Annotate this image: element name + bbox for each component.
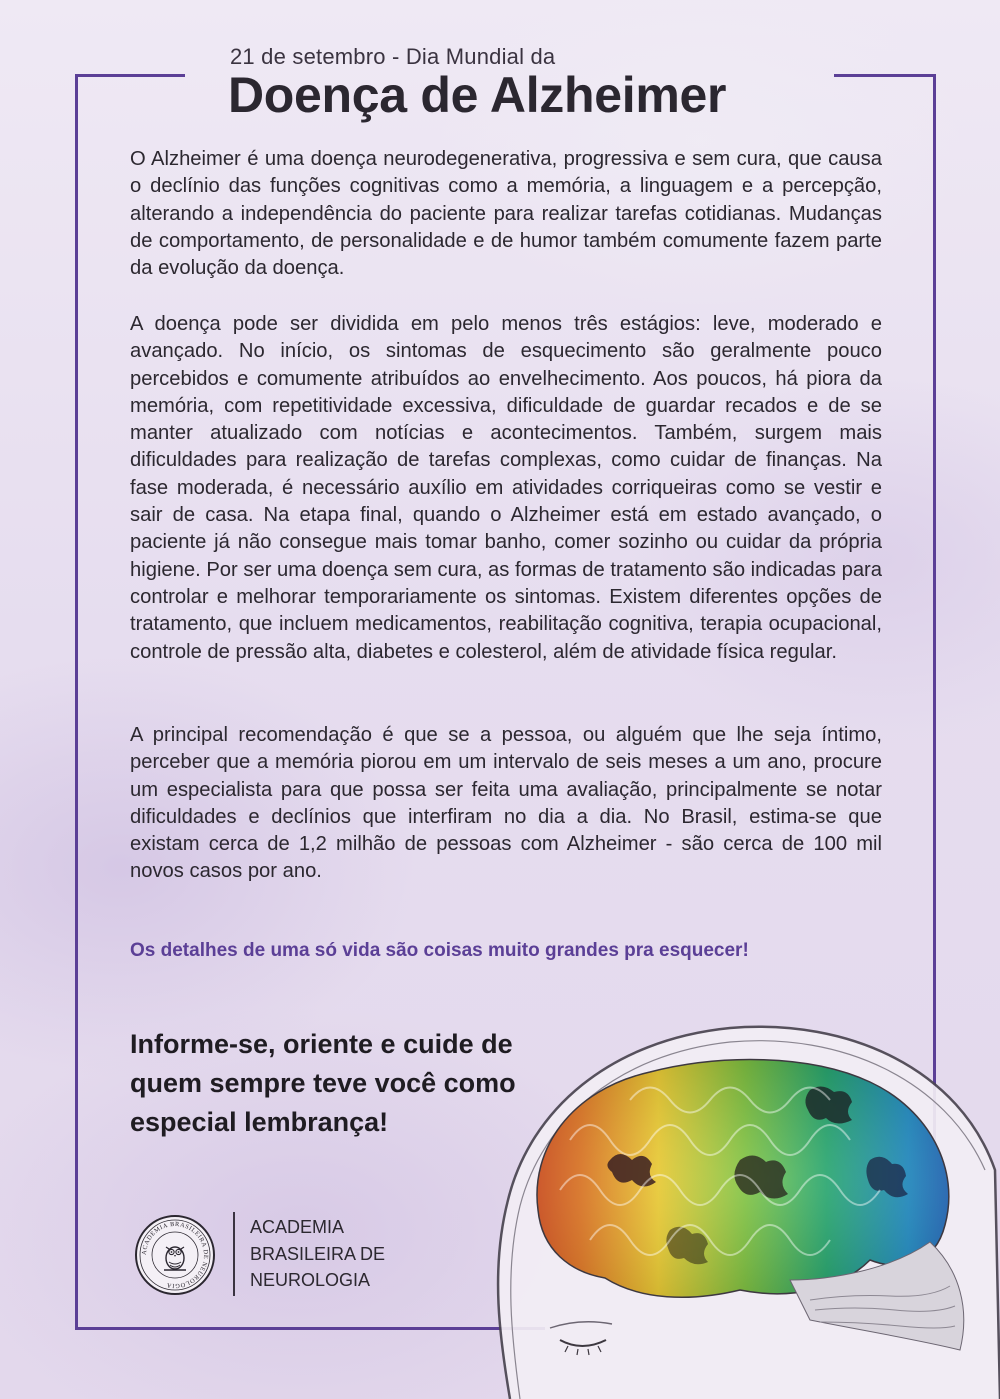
logo-divider xyxy=(233,1212,235,1296)
frame-left xyxy=(75,74,78,1330)
organization-line-2: BRASILEIRA DE xyxy=(250,1243,386,1264)
call-to-action: Informe-se, oriente e cuide de quem sempre teve você como especial lembrança! xyxy=(130,1029,516,1137)
paragraph-stages: A doença pode ser dividida em pelo menos três estágios: leve, moderado e avançado. No início, os sintomas de esquecimento são geralmente pouco percebidos e comumente atribuídos ao envelhecimento. Aos poucos, há piora da memória, com repetitividade excessiva, dificuldade de guardar recados e de se manter atualizado com notícias e acontecimentos. Também, surgem mais dificuldades para realização de tarefas complexas, como cuidar de finanças. Na fase moderada, é necessário auxílio em atividades corriqueiras como se vestir e sair de casa. Na etapa final, quando o Alzheimer está em estado avançado, o paciente já não consegue mais tomar banho, comer sozinho ou cuidar da própria higiene. Por ser uma doença sem cura, as formas de tratamento são indicadas para controlar e melhorar temporariamente os sintomas. Existem diferentes opções de tratamento, que incluem medicamentos, reabilitação cognitiva, terapia ocupacional, controle de pressão alta, diabetes e colesterol, além de atividade física regular. xyxy=(130,313,882,663)
frame-right xyxy=(933,74,936,1154)
organization-line-1: ACADEMIA xyxy=(250,1217,345,1237)
organization-line-3: NEUROLOGIA xyxy=(250,1270,371,1290)
frame-top-right xyxy=(834,74,936,77)
organization-name xyxy=(250,1214,385,1294)
header-subtitle: 21 de setembro - Dia Mundial da xyxy=(230,44,556,69)
tagline: Os detalhes de uma só vida são coisas muito grandes pra esquecer! xyxy=(130,940,749,961)
seal-lettering: ACADEMIA BRASILEIRA DE NEUROLOGIA xyxy=(140,1220,210,1290)
paragraph-recommendation: A principal recomendação é que se a pessoa, ou alguém que lhe seja íntimo, perceber que a memória piorou em um intervalo de seis meses a um ano, procure um especialista para que possa ser feita uma avaliação, principalmente se notar dificuldades e declínios que interfiram no dia a dia. No Brasil, estima-se que existam cerca de 1,2 milhão de pessoas com Alzheimer - são cerca de 100 mil novos casos por ano. xyxy=(130,724,882,883)
paragraph-intro: O Alzheimer é uma doença neurodegenerativa, progressiva e sem cura, que causa o declínio das funções cognitivas como a memória, a linguagem e a percepção, alterando a independência do paciente para realizar tarefas cotidianas. Mudanças de comportamento, de personalidade e de humor também comumente fazem parte da evolução da doença. xyxy=(130,148,882,280)
frame-bottom xyxy=(75,1327,545,1330)
owl-seal-icon xyxy=(134,1214,216,1296)
colorful-puzzle-brain-illustration xyxy=(490,1010,1000,1399)
frame-top-left xyxy=(75,74,185,77)
page-title: Doença de Alzheimer xyxy=(228,67,727,123)
